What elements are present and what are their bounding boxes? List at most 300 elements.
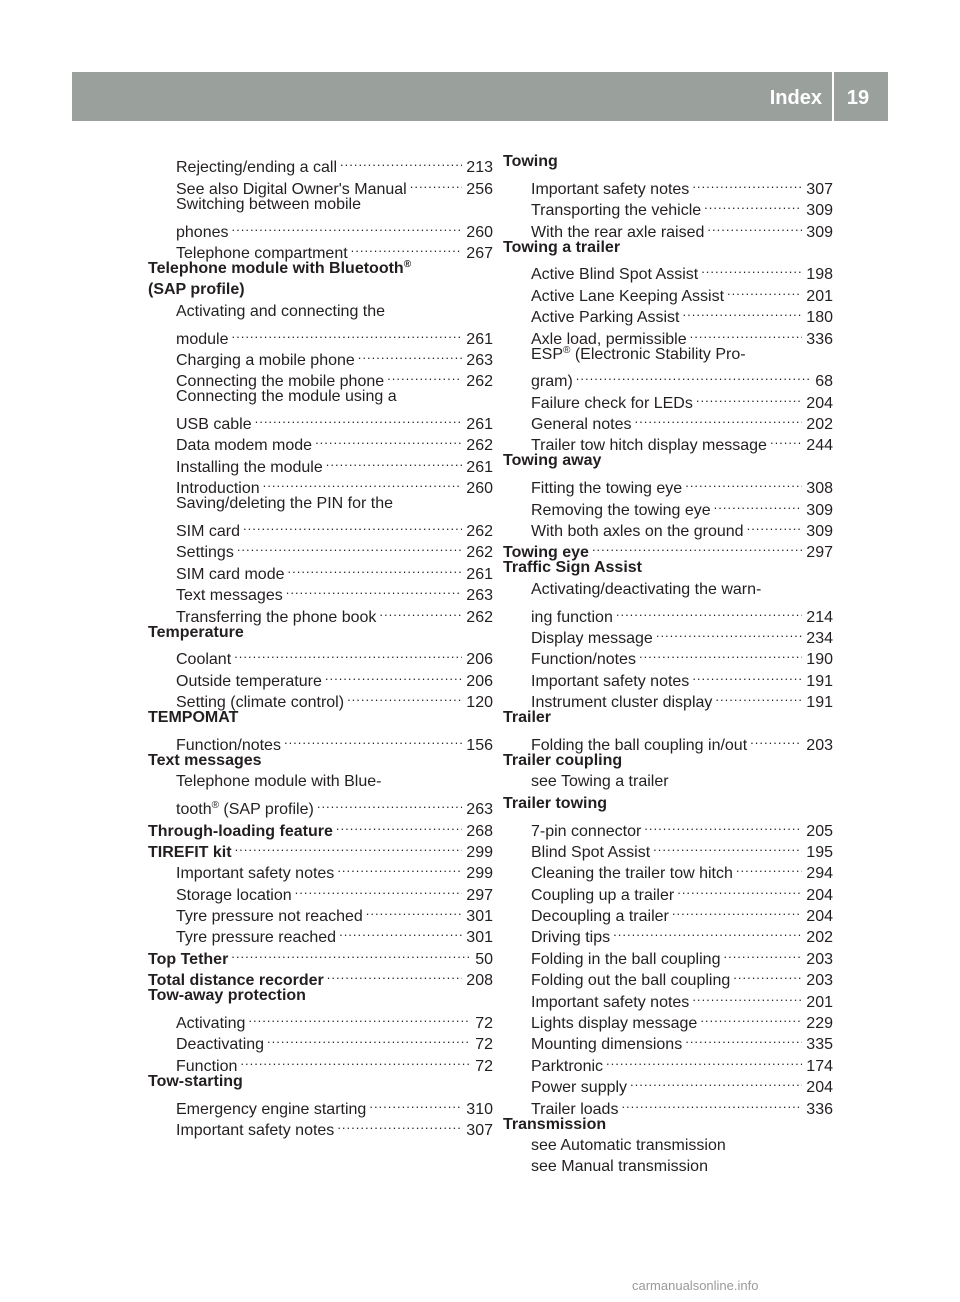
entry-text bbox=[176, 1013, 245, 1034]
entry-text bbox=[531, 179, 689, 200]
page-ref[interactable]: 301 bbox=[466, 929, 493, 947]
entry-text bbox=[531, 692, 712, 713]
entry-text bbox=[176, 906, 363, 927]
dot-leader bbox=[286, 579, 463, 600]
page-ref[interactable]: 205 bbox=[806, 822, 833, 840]
entry-label: TIREFIT kit bbox=[148, 843, 232, 861]
entry-label: Activating bbox=[176, 1015, 246, 1033]
entry-text bbox=[503, 557, 642, 578]
dot-leader bbox=[714, 493, 803, 514]
entry-label: Connecting the mobile phone bbox=[176, 373, 385, 391]
entry-text bbox=[531, 478, 682, 499]
entry-label: Axle load, permissible bbox=[531, 330, 687, 348]
entry-label: Folding the ball coupling in/out bbox=[531, 736, 748, 754]
page-ref[interactable]: 191 bbox=[806, 694, 833, 712]
dot-leader bbox=[707, 215, 802, 236]
page-ref[interactable]: 309 bbox=[806, 223, 833, 241]
entry-label: Top Tether bbox=[148, 950, 229, 968]
entry-label: Tyre pressure reached bbox=[176, 929, 337, 947]
entry-text bbox=[531, 649, 636, 670]
entry-label: Function bbox=[176, 1057, 238, 1075]
dot-leader bbox=[240, 1049, 471, 1070]
entry-label: Introduction bbox=[176, 480, 260, 498]
page-ref[interactable]: 309 bbox=[806, 202, 833, 220]
entry-text bbox=[503, 707, 551, 728]
page-ref[interactable]: 201 bbox=[806, 993, 833, 1011]
dot-leader bbox=[635, 408, 803, 429]
index-subentry[interactable] bbox=[503, 365, 833, 391]
dot-leader bbox=[685, 1028, 802, 1049]
entry-text bbox=[176, 542, 234, 563]
entry-label: Important safety notes bbox=[531, 993, 690, 1011]
dot-leader bbox=[340, 151, 462, 172]
index-subentry[interactable] bbox=[148, 729, 493, 754]
entry-label: Towing bbox=[503, 153, 558, 170]
dot-leader bbox=[747, 515, 803, 536]
entry-label: Text messages bbox=[148, 751, 262, 769]
entry-text bbox=[531, 1077, 627, 1098]
page-ref[interactable]: 204 bbox=[806, 1079, 833, 1097]
dot-leader bbox=[733, 964, 802, 985]
dot-leader bbox=[644, 814, 802, 835]
dot-leader bbox=[576, 365, 811, 386]
index-subentry bbox=[148, 301, 493, 322]
entry-label: ESP bbox=[531, 345, 564, 363]
entry-label: General notes bbox=[531, 416, 632, 434]
page-ref[interactable]: 256 bbox=[466, 180, 493, 198]
entry-label: Blind Spot Assist bbox=[531, 843, 651, 861]
dot-leader bbox=[736, 857, 802, 878]
entry-label: Tyre pressure not reached bbox=[176, 908, 363, 926]
page-ref[interactable]: 263 bbox=[466, 801, 493, 819]
page-ref[interactable]: 336 bbox=[806, 1100, 833, 1118]
entry-label: Transferring the phone book bbox=[176, 608, 377, 626]
index-column-right bbox=[503, 151, 833, 1178]
entry-label: Function/notes bbox=[176, 736, 281, 754]
index-entry bbox=[503, 1114, 833, 1135]
entry-text bbox=[503, 450, 601, 471]
entry-label: Connecting the module using a bbox=[176, 388, 397, 406]
entry-label: Data modem mode bbox=[176, 437, 313, 455]
dot-leader bbox=[379, 600, 462, 621]
entry-text bbox=[531, 344, 746, 365]
entry-text bbox=[176, 414, 252, 435]
entry-text bbox=[503, 1114, 606, 1135]
entry-label: Coupling up a trailer bbox=[531, 886, 675, 904]
entry-label: Deactivating bbox=[176, 1036, 265, 1054]
dot-leader bbox=[231, 942, 471, 963]
entry-label: Towing a trailer bbox=[503, 238, 621, 256]
index-subentry bbox=[503, 344, 833, 365]
index-subentry[interactable] bbox=[503, 258, 833, 284]
entry-label: Trailer loads bbox=[531, 1100, 619, 1118]
entry-label: module bbox=[176, 330, 229, 348]
dot-leader bbox=[267, 1028, 471, 1049]
page-ref[interactable]: 262 bbox=[466, 544, 493, 562]
page-ref[interactable]: 335 bbox=[806, 1036, 833, 1054]
page-ref[interactable]: 244 bbox=[806, 437, 833, 455]
registered-mark: ® bbox=[403, 258, 412, 270]
entry-label: SIM card mode bbox=[176, 565, 285, 583]
page-ref[interactable]: 68 bbox=[815, 373, 833, 391]
entry-text bbox=[531, 607, 613, 628]
page-ref[interactable]: 260 bbox=[466, 223, 493, 241]
page-ref[interactable]: 310 bbox=[466, 1100, 493, 1118]
entry-label: See also Digital Owner's Manual bbox=[176, 180, 407, 198]
dot-leader bbox=[616, 600, 802, 621]
entry-label: Traffic Sign Assist bbox=[503, 559, 642, 577]
entry-text bbox=[148, 279, 245, 300]
dot-leader bbox=[232, 215, 463, 236]
page-ref[interactable]: 190 bbox=[806, 651, 833, 669]
dot-leader bbox=[366, 900, 463, 921]
dot-leader bbox=[683, 301, 803, 322]
entry-text bbox=[176, 585, 283, 606]
index-subentry bbox=[148, 386, 493, 407]
index-subentry[interactable] bbox=[503, 814, 833, 840]
page-ref[interactable]: 261 bbox=[466, 565, 493, 583]
dot-leader bbox=[231, 322, 462, 343]
page-ref[interactable]: 297 bbox=[466, 886, 493, 904]
dot-leader bbox=[592, 536, 802, 557]
page-ref[interactable]: 202 bbox=[806, 929, 833, 947]
entry-text bbox=[531, 1135, 726, 1156]
entry-text bbox=[531, 949, 720, 970]
page-ref[interactable]: 309 bbox=[806, 501, 833, 519]
index-entry bbox=[503, 793, 833, 814]
entry-text bbox=[531, 671, 689, 692]
index-entry bbox=[503, 557, 833, 578]
entry-text bbox=[176, 1120, 334, 1141]
page-ref[interactable]: 262 bbox=[466, 437, 493, 455]
dot-leader bbox=[337, 857, 462, 878]
entry-label: Telephone module with Bluetooth bbox=[148, 259, 404, 277]
entry-label: Transporting the vehicle bbox=[531, 202, 702, 220]
dot-leader bbox=[630, 1071, 802, 1092]
index-subentry[interactable] bbox=[148, 215, 493, 241]
entry-label: Rejecting/ending a call bbox=[176, 159, 337, 177]
dot-leader bbox=[234, 643, 462, 664]
entry-label: SIM card bbox=[176, 523, 241, 541]
dot-leader bbox=[284, 729, 462, 750]
entry-label: USB cable bbox=[176, 416, 252, 434]
page-ref[interactable]: 262 bbox=[466, 608, 493, 626]
dot-leader bbox=[315, 429, 462, 450]
index-subentry[interactable] bbox=[148, 515, 493, 541]
page-ref[interactable]: 72 bbox=[475, 1057, 493, 1075]
page-ref[interactable]: 203 bbox=[806, 950, 833, 968]
page-ref[interactable]: 268 bbox=[466, 822, 493, 840]
entry-text bbox=[176, 493, 393, 514]
index-subentry[interactable] bbox=[148, 322, 493, 348]
page-ref[interactable]: 299 bbox=[466, 843, 493, 861]
entry-text bbox=[531, 771, 669, 792]
entry-label: Total distance recorder bbox=[148, 972, 324, 990]
entry-label: Activating/deactivating the warn- bbox=[531, 580, 762, 598]
index-subentry[interactable] bbox=[148, 408, 493, 434]
entry-label: phones bbox=[176, 223, 229, 241]
entry-text bbox=[176, 301, 385, 322]
dot-leader bbox=[715, 686, 802, 707]
index-subentry[interactable] bbox=[148, 151, 493, 177]
entry-text bbox=[148, 842, 232, 863]
page-ref[interactable]: 261 bbox=[466, 458, 493, 476]
dot-leader bbox=[235, 836, 463, 857]
dot-leader bbox=[347, 686, 462, 707]
page-title: Index bbox=[769, 87, 822, 109]
entry-label: Trailer bbox=[503, 709, 552, 727]
page-ref[interactable]: 308 bbox=[806, 480, 833, 498]
index-entry bbox=[148, 258, 493, 279]
entry-label: Installing the module bbox=[176, 458, 323, 476]
dot-leader bbox=[700, 1007, 802, 1028]
dot-leader bbox=[327, 964, 463, 985]
entry-label: tooth bbox=[176, 801, 212, 819]
index-entry bbox=[148, 750, 493, 771]
dot-leader bbox=[248, 1007, 471, 1028]
dot-leader bbox=[237, 536, 462, 557]
entry-label: (SAP profile) bbox=[148, 281, 245, 299]
page-ref[interactable]: 72 bbox=[475, 1036, 493, 1054]
entry-text bbox=[176, 350, 355, 371]
entry-text bbox=[176, 649, 231, 670]
entry-text bbox=[531, 307, 680, 328]
entry-label: Settings bbox=[176, 544, 234, 562]
index-subentry bbox=[503, 771, 833, 792]
dot-leader bbox=[263, 472, 463, 493]
index-column-left bbox=[148, 151, 493, 1139]
page-ref[interactable]: 195 bbox=[806, 843, 833, 861]
entry-label: Display message bbox=[531, 629, 653, 647]
entry-label: Important safety notes bbox=[531, 672, 690, 690]
dot-leader bbox=[690, 322, 803, 343]
entry-label: Temperature bbox=[148, 623, 244, 641]
entry-label: Trailer coupling bbox=[503, 751, 623, 769]
page-ref[interactable]: 203 bbox=[806, 972, 833, 990]
entry-label: Tow-away protection bbox=[148, 987, 306, 1005]
entry-label: Coolant bbox=[176, 651, 232, 669]
entry-label: Telephone compartment bbox=[176, 244, 348, 262]
entry-text bbox=[503, 750, 622, 771]
page-ref[interactable]: 234 bbox=[806, 629, 833, 647]
entry-label: Switching between mobile bbox=[176, 195, 361, 213]
dot-leader bbox=[672, 900, 802, 921]
page-ref[interactable]: 297 bbox=[806, 544, 833, 562]
entry-label: see Towing a trailer bbox=[531, 773, 669, 791]
page-ref[interactable]: 261 bbox=[466, 416, 493, 434]
page-ref[interactable]: 180 bbox=[806, 309, 833, 327]
index-subentry[interactable] bbox=[503, 172, 833, 198]
dot-leader bbox=[639, 643, 802, 664]
entry-label: 7-pin connector bbox=[531, 822, 642, 840]
page-ref[interactable]: 309 bbox=[806, 523, 833, 541]
dot-leader bbox=[621, 1092, 802, 1113]
dot-leader bbox=[770, 429, 802, 450]
dot-leader bbox=[351, 237, 463, 258]
page-ref[interactable]: 262 bbox=[466, 523, 493, 541]
dot-leader bbox=[692, 664, 802, 685]
entry-text bbox=[176, 564, 284, 585]
page-ref[interactable]: 263 bbox=[466, 587, 493, 605]
index-subentry bbox=[503, 1135, 833, 1156]
index-subentry[interactable] bbox=[503, 729, 833, 754]
page-ref[interactable]: 204 bbox=[806, 886, 833, 904]
dot-leader bbox=[704, 194, 802, 215]
registered-mark: ® bbox=[563, 344, 571, 356]
entry-label: Fitting the towing eye bbox=[531, 480, 683, 498]
entry-text bbox=[148, 750, 262, 771]
entry-label: Activating and connecting the bbox=[176, 302, 386, 320]
dot-leader bbox=[701, 258, 802, 279]
page-ref[interactable]: 307 bbox=[466, 1121, 493, 1139]
index-entry bbox=[503, 151, 833, 172]
index-subentry bbox=[148, 771, 493, 792]
entry-label: Driving tips bbox=[531, 929, 611, 947]
entry-text bbox=[176, 671, 322, 692]
index-subentry bbox=[148, 194, 493, 215]
index-entry bbox=[148, 279, 493, 300]
page-ref[interactable]: 201 bbox=[806, 287, 833, 305]
entry-label: Mounting dimensions bbox=[531, 1036, 683, 1054]
index-subentry bbox=[503, 579, 833, 600]
entry-label: Cleaning the trailer tow hitch bbox=[531, 865, 733, 883]
dot-leader bbox=[410, 172, 463, 193]
entry-text bbox=[503, 151, 558, 172]
entry-label-cont: (SAP profile) bbox=[218, 801, 314, 819]
entry-label: Text messages bbox=[176, 587, 283, 605]
entry-label: Important safety notes bbox=[176, 865, 335, 883]
page-ref[interactable]: 307 bbox=[806, 180, 833, 198]
entry-text bbox=[148, 949, 228, 970]
page-ref[interactable]: 267 bbox=[466, 244, 493, 262]
entry-label-cont: (Electronic Stability Pro- bbox=[570, 345, 746, 363]
entry-text bbox=[531, 500, 711, 521]
dot-leader bbox=[358, 344, 463, 365]
watermark-text: carmanualsonline.info bbox=[632, 1278, 759, 1293]
entry-label: TEMPOMAT bbox=[148, 709, 239, 727]
page-ref[interactable]: 262 bbox=[466, 373, 493, 391]
entry-text bbox=[531, 885, 674, 906]
page-ref[interactable]: 213 bbox=[466, 159, 493, 177]
dot-leader bbox=[677, 878, 802, 899]
page-ref[interactable]: 263 bbox=[466, 351, 493, 369]
entry-label: Trailer towing bbox=[503, 794, 608, 812]
page-ref[interactable]: 191 bbox=[806, 672, 833, 690]
entry-label: Lights display message bbox=[531, 1015, 698, 1033]
entry-label: see Automatic transmission bbox=[531, 1136, 726, 1154]
entry-label: Function/notes bbox=[531, 651, 636, 669]
dot-leader bbox=[685, 472, 802, 493]
entry-text bbox=[503, 237, 620, 258]
entry-text bbox=[531, 414, 632, 435]
entry-label: Failure check for LEDs bbox=[531, 394, 693, 412]
entry-label: With both axles on the ground bbox=[531, 523, 744, 541]
index-subentry[interactable] bbox=[148, 1092, 493, 1118]
page-ref[interactable]: 299 bbox=[466, 865, 493, 883]
index-subentry bbox=[503, 1156, 833, 1177]
entry-label: Charging a mobile phone bbox=[176, 351, 355, 369]
page-ref[interactable]: 174 bbox=[806, 1057, 833, 1075]
page-ref[interactable]: 120 bbox=[466, 694, 493, 712]
dot-leader bbox=[387, 365, 462, 386]
page-ref[interactable]: 261 bbox=[466, 330, 493, 348]
page-ref[interactable]: 198 bbox=[806, 266, 833, 284]
page-ref[interactable]: 203 bbox=[806, 736, 833, 754]
page-ref[interactable]: 50 bbox=[475, 950, 493, 968]
dot-leader bbox=[653, 836, 802, 857]
entry-text bbox=[148, 985, 306, 1006]
entry-text bbox=[176, 521, 240, 542]
entry-label: Instrument cluster display bbox=[531, 694, 713, 712]
dot-leader bbox=[326, 450, 463, 471]
dot-leader bbox=[337, 1114, 462, 1135]
entry-label: Emergency engine starting bbox=[176, 1100, 367, 1118]
entry-text bbox=[531, 992, 689, 1013]
page-ref[interactable]: 260 bbox=[466, 480, 493, 498]
entry-label: With the rear axle raised bbox=[531, 223, 705, 241]
entry-text bbox=[176, 799, 314, 820]
entry-text bbox=[176, 194, 361, 215]
page-ref[interactable]: 156 bbox=[466, 736, 493, 754]
dot-leader bbox=[243, 515, 462, 536]
page-ref[interactable]: 204 bbox=[806, 394, 833, 412]
dot-leader bbox=[317, 793, 462, 814]
entry-text bbox=[531, 1013, 697, 1034]
page-ref[interactable]: 336 bbox=[806, 330, 833, 348]
page-ref[interactable]: 229 bbox=[806, 1015, 833, 1033]
dot-leader bbox=[692, 172, 802, 193]
index-subentry[interactable] bbox=[148, 793, 493, 819]
entry-label: Towing away bbox=[503, 452, 602, 470]
entry-label: ing function bbox=[531, 608, 613, 626]
page-ref[interactable]: 208 bbox=[466, 972, 493, 990]
entry-label: Saving/deleting the PIN for the bbox=[176, 495, 394, 513]
page-ref[interactable]: 204 bbox=[806, 908, 833, 926]
dot-leader bbox=[723, 942, 802, 963]
page-ref[interactable]: 72 bbox=[475, 1015, 493, 1033]
entry-label: Power supply bbox=[531, 1079, 628, 1097]
index-subentry[interactable] bbox=[503, 472, 833, 498]
page-ref[interactable]: 294 bbox=[806, 865, 833, 883]
index-subentry bbox=[148, 493, 493, 514]
page-ref[interactable]: 301 bbox=[466, 908, 493, 926]
entry-label: Telephone module with Blue- bbox=[176, 773, 382, 791]
entry-text bbox=[148, 622, 244, 643]
dot-leader bbox=[336, 814, 462, 835]
entry-text bbox=[176, 157, 337, 178]
page-ref[interactable]: 202 bbox=[806, 416, 833, 434]
index-subentry[interactable] bbox=[148, 1007, 493, 1033]
entry-label: gram) bbox=[531, 373, 573, 391]
page-ref[interactable]: 206 bbox=[466, 651, 493, 669]
dot-leader bbox=[656, 622, 802, 643]
index-subentry[interactable] bbox=[148, 643, 493, 669]
dot-leader bbox=[692, 985, 802, 1006]
entry-label: Important safety notes bbox=[176, 1121, 335, 1139]
index-entry bbox=[148, 1071, 493, 1092]
index-subentry[interactable] bbox=[503, 600, 833, 626]
page-ref[interactable]: 214 bbox=[806, 608, 833, 626]
entry-text bbox=[176, 885, 292, 906]
page-ref[interactable]: 206 bbox=[466, 672, 493, 690]
page-number: 19 bbox=[846, 87, 870, 109]
dot-leader bbox=[287, 557, 462, 578]
entry-text bbox=[531, 628, 653, 649]
dot-leader bbox=[339, 921, 462, 942]
entry-text bbox=[531, 927, 610, 948]
entry-label: see Manual transmission bbox=[531, 1158, 708, 1176]
dot-leader bbox=[727, 279, 802, 300]
